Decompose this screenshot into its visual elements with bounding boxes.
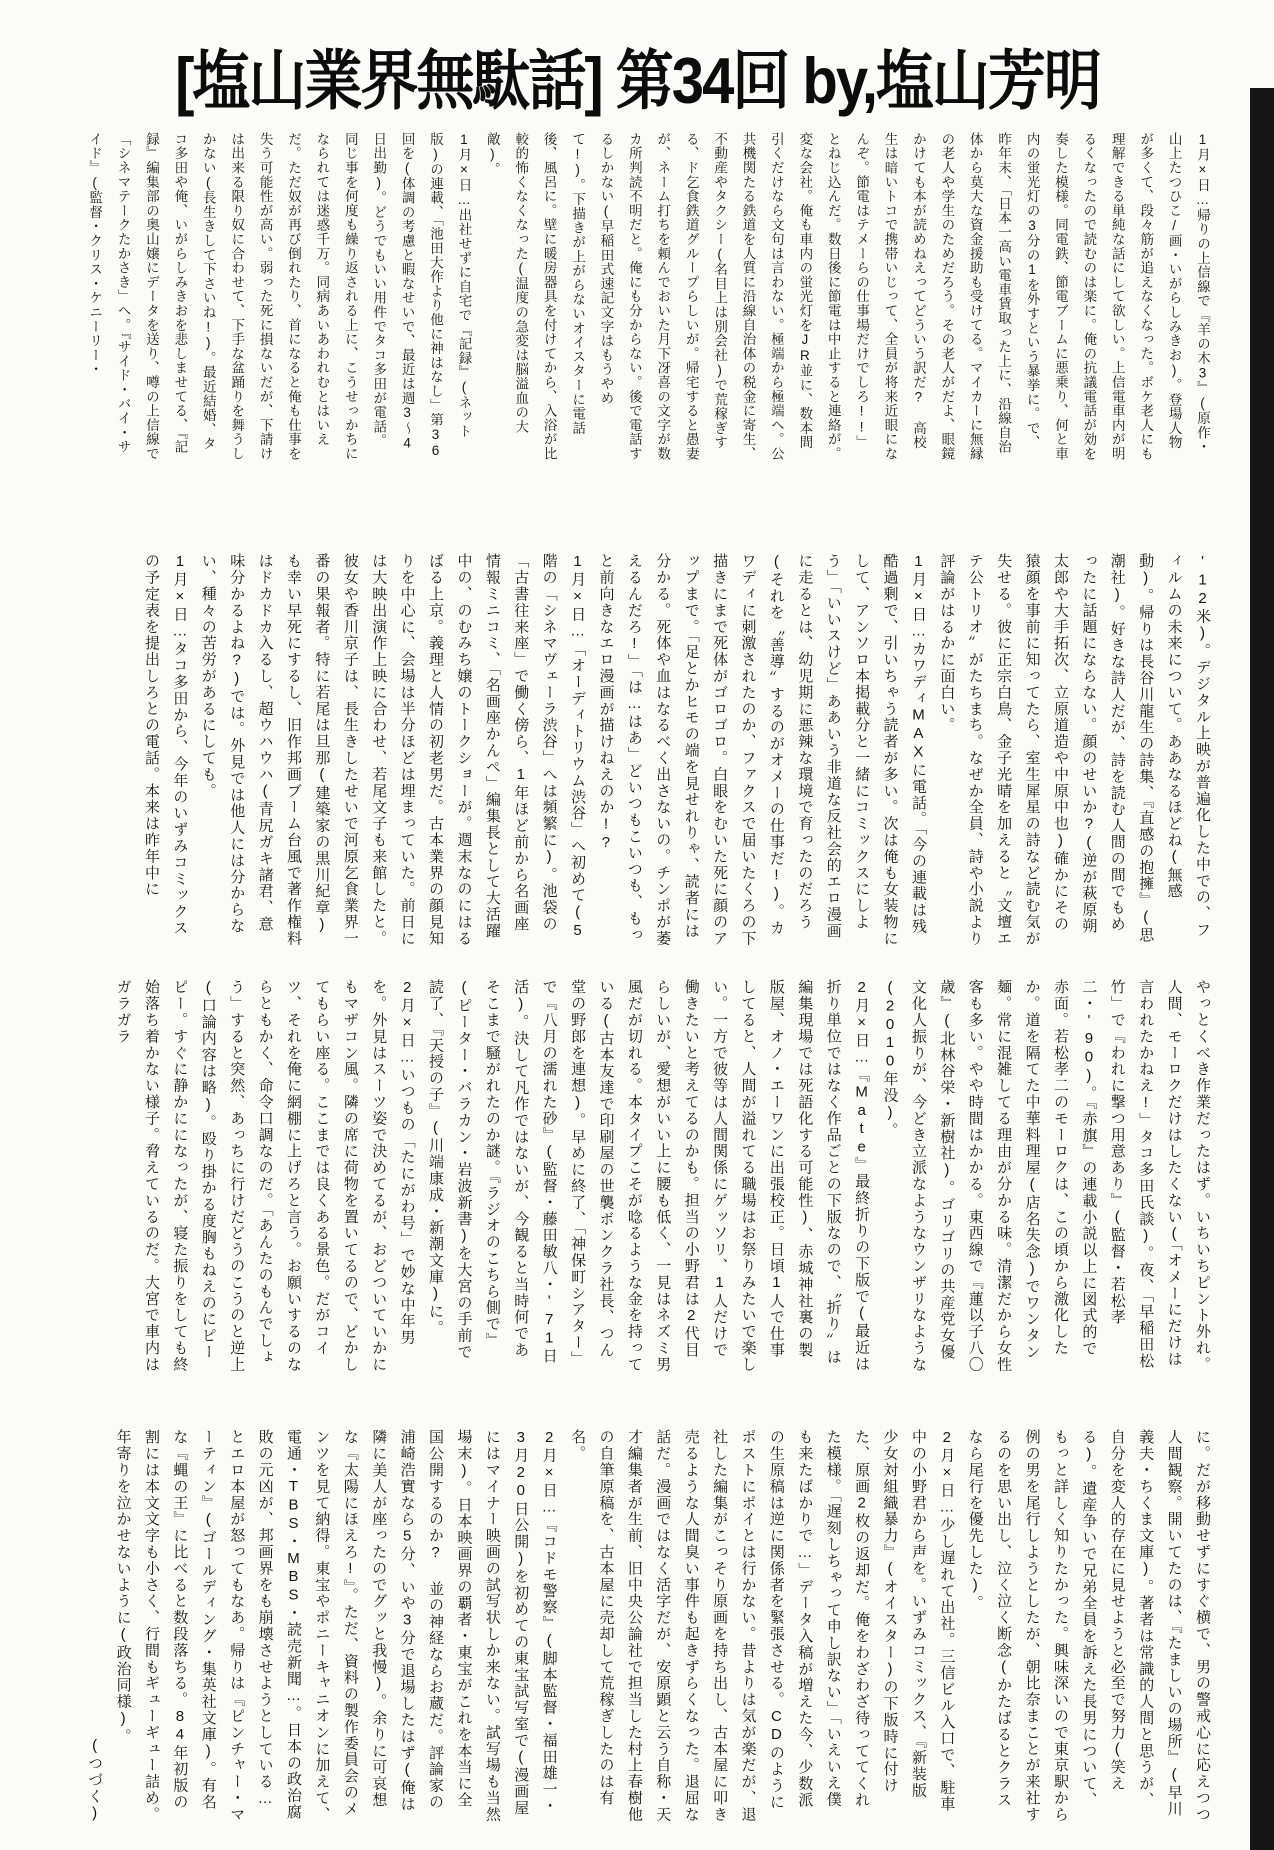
scan-edge-black-strip — [1250, 88, 1274, 1850]
diary-entry: 1月×日…出社せずに自宅で『記録』(ネット版)の連載、「池田大作より他に神はなし」第36回を(体調の考慮と暇なせいで、最近は週3〜4日出勤)。どうでもいい用件でタコ多田が電話。同じ事を何度も繰り返される上に、こうせっかちになられては迷惑千万。同病あいあわれむとはいえだ。ただ奴が再び倒れたり、首になると俺も仕事を失う可能性が高い。弱った死に損ないだが、下請けは出来る限り奴に合わせて、下手な盆踊りを舞うしかない(長生きして下さいね!)。最近結婚、タコ多田や俺、いがらしみきおを悲しませてる、『記録』編集部の奥山嬢にデータを送り、噂の上信線で「シネマテークたかさき」へ。『サイド・バイ・サイド』(監督・クリス・ケニーリー・ — [87, 132, 472, 461]
diary-entry: に。だが移動せずにすぐ横で、男の警戒心に応えつつ人間観察。開いてたのは、『たましいの場所』(早川義夫・ちくま文庫)。著者は常識的人間と思うが、自分を変人的存在に見せようと必至で努力(笑える)。遺産争いで兄弟全員を訴えた長男について、もっと詳しく知りたかった。興味深いので東京駅から例の男を尾行しようとしたが、朝比奈まことが来社するのを思い出し、泣く泣く断念(かたばるとクラスなら尾行を優先した)。 — [966, 1429, 1211, 1823]
diary-entry: やっとくべき作業だったはず。いちいちピント外れ。人間、モーロクだけはしたくない(「オメーにだけは言われたかねえ!」タコ多田氏談)。夜、「早稲田松竹」で『われに撃つ用意あり』(監督・若松孝二・'90)。『赤旗』の連載小説以上に図式的で赤面。若松孝二のモーロクは、この頃から激化したか。道を隔てた中華料理屋(店名失念)でワンタン麺。常に混雑してる理由が分かる味。清潔だから女性客も多い。やや時間はかかる。東西線で『蓮以子八〇歳』(北林谷栄・新樹社)。ゴリゴリの共産党女優文化人振りが、今どき立派なようなウンザリなような(2010年没)。 — [881, 979, 1211, 1373]
column-title: [塩山業界無駄話] 第34回 by,塩山芳明 — [175, 44, 1100, 118]
text-band-2 — [78, 553, 1216, 947]
diary-entry: 2月×日…『Mate』最終折りの下版で(最近は折り単位ではなく作品ごとの下版なので、〝折り〟は編集現場では死語化する可能性)、赤城神社裏の製版屋、オノ・エーワンに出張校正。日頃1人で仕事してると、人間が溢れてる職場はお祭りみたいで楽しい。一方で彼等は人間関係にゲッソリ、1人だけで働きたいと考えてるのかも。担当の小野君は2代目らしいが、愛想がいい上に腰も低く、一見はネズミ男風だが切れる。本タイプこそが唸るような金を持っている(古本友達で印刷屋の世襲ボンクラ社長、つん堂の野郎を連想)。早めに終了、「神保町シアター」で『八月の濡れた砂』(監督・藤田敏八・'71日活)。決して凡作ではないが、今観ると当時何であそこまで騒がれたのか謎。『ラジオのこちら側で』(ピーター・バラカン・岩波新書)を大宮の手前で読了、『天授の子』(川端康成・新潮文庫)に。 — [427, 979, 871, 1373]
diary-entry: 2月×日…『コドモ警察』(脚本監督・福田雄一・3月20日公開)を初めての東宝試写室で(漫画屋にはマイナー映画の試写状しか来ない。試写場も当然場末)。日本映画界の覇者・東宝がこれを本当に全国公開するのか? 並の神経ならお蔵だ。評論家の浦崎浩實なら5分、いや3分で退場したはず(俺は隣に美人が座ったのでグッと我慢)。余りに可哀想な『太陽にほえろ!』。ただ、資料の製作委員会のメンツを見て納得。東宝やポニーキャニオンに加えて、電通・TBS・MBS・読売新聞…。日本の政治腐敗の元凶が、邦画界をも崩壊させようとしている…とエロ本屋が怒ってもなあ。帰りは『ピンチャー・マーティン』(ゴールディング・集英社文庫)。有名な『蝿の王』に比べると数段落ちる。84年初版の割には本文文字も小さく、行間もギューギュー詰め。年寄りを泣かせないように(政治同様)。 — [114, 1429, 558, 1823]
to-be-continued-mark: (つづく) — [86, 1737, 104, 1823]
text-band-1 — [78, 132, 1216, 462]
text-band-4 — [78, 1429, 1216, 1823]
diary-entry: 1月×日…カワディMAXに電話。「今の連載は残酷過剰で、引いちゃう読者が多い。次は俺も女装物にして、アンソロ本掲載分と一緒にコミックスにしよう」「いいスけど」ああいう非道な反社会的エロ漫画に走るとは、幼児期に悪辣な環境で育ったのだろう(それを〝善導〟するのがオメーの仕事だ!)。カワディに刺激されたのか、ファクスで届いたくろの下描きにまで死体がゴロゴロ。白眼をむいた死に顔のアップまで。「足とかヒモの端を見せれりゃ、読者には分かる。死体や血はなるべく出さないの。チンポが萎えるんだろ!」「は…はあ」どいつもこいつも、もっと前向きなエロ漫画が描けねえのか!? — [597, 553, 927, 947]
diary-entry: 1月×日…帰りの上信線で『羊の木3』(原作・山上たつひこ/画・いがらしみきお)。登場人物が多くて、段々筋が追えなくなった。ボケ老人にも理解できる単純な話にして欲しい。上信電車内が明るくなったので読むのは楽に。俺の抗議電話が効を奏した模様。同電鉄、節電ブームに悪乗り、何と車内の蛍光灯の3分の1を外すという暴挙に。で、昨年末、「日本一高い電車賃取った上に、沿線自治体から莫大な資金援助も受けてる。マイカーに無縁の老人や学生のためだろう。その老人がだよ、眼鏡かけても本が読めねえってどういう訳だ? 高校生は暗いトコで携帯いじって、全員が将来近眼になんぞ。節電はテメーらの仕事場だけでしろ!!」とねじ込んだ。数日後に節電は中止すると連絡が。変な会社。俺も車内の蛍光灯をJR並に、数本間引くだけなら文句は言わない。極端から極端へ。公共機関たる鉄道を人質に沿線自治体の税金に寄生、不動産やタクシー(名目上は別会社)で荒稼ぎする、ド乞食鉄道グループらしいが。帰宅すると愚妻が、ネーム打ちを頼んでおいた月下冴喜の文字が数カ所判読不明だと。俺にも分からない。後で電話するしかない(早稲田式速記文字はもうやめて!)。下描きが上がらないオイスターに電話後、風呂に。壁に暖房器具を付けてから、入浴が比較的怖くなくなった(温度の急変は脳溢血の大敵)。 — [484, 132, 1210, 461]
diary-entry: '12米)。デジタル上映が普遍化した中での、フィルムの未来について。ああなるほどね(無感動)。帰りは長谷川龍生の詩集、『直感の抱擁』(思潮社)。好きな詩人だが、詩を読む人間の間でもめったに話題にならない。顔のせいか?(逆が萩原朔太郎や大手拓次、立原道造や中原中也)確かにその猿顔を事前に知ってたら、室生犀星の詩など読む気が失せる。彼に正宗白鳥、金子光晴を加えると〝文壇エテ公トリオ〟がたちまち。なぜか全員、詩や小説より評論がはるかに面白い。 — [938, 553, 1211, 947]
diary-entry: 1月×日…タコ多田から、今年のいずみコミックスの予定表を提出しろとの電話。本来は昨年中に — [142, 553, 189, 937]
text-band-3 — [78, 979, 1216, 1373]
diary-entry: 2月×日…いつもの「たにがわ号」で妙な中年男を。外見はスーツ姿で決めてるが、おどついていかにもマザコン風。隣の席に荷物を置いてるので、どかしてもらい座る。ここまでは良くある景色。だがコイツ、それを俺に網棚に上げろと言う。お願いするのならともかく、命令口調なのだ。「あんたのもんでしょう」すると突然、あっちに行けだどうのこうのと逆上(口論内容は略)。殴り掛かる度胸もねえのにピーピー。すぐに静かにになったが、寝た振りをしても終始落ち着かない様子。脅えているのだ。大宮で車内はガラガラ — [114, 979, 416, 1373]
diary-entry: 1月×日…「オーディトリウム渋谷」へ初めて(5階の「シネマヴェーラ渋谷」へは頻繁に)。池袋の「古書往来座」で働く傍ら、1年ほど前から名画座情報ミニコミ、「名画座かんぺ」編集長として大活躍中の、のむみち嬢のトークショーが。週末なのにはるばる上京。義理と人情の初老男だ。古本業界の顔見知りを中心に、会場は半分ほどは埋まっていた。前日には大映出演作上映に合わせ、若尾文子も来館したと。彼女や香川京子は、長生きしたせいで河原乞食業界一番の果報者。特に若尾は旦那(建築家の黒川紀章)も幸い早死にするし、旧作邦画ブーム台風で著作権料はドカドカ入るし、超ウハウハ(青尻ガキ諸君、意味分かるよね?)では。外見では他人には分からない、種々の苦労があるにしても。 — [199, 553, 587, 947]
diary-entry: 2月×日…少し遅れて出社。三信ビル入口で、駐車中の小野君から声を。いずみコミックス、『新装版 少女対組織暴力』(オイスター)の下版時に付けた、原画2枚の返却だ。俺をわざわざ待っててくれた模様。「遅刻しちゃって申し訳ない」「いえいえ僕も来たばかりで…」データ入稿が増えた今、少数派の生原稿は逆に関係者を緊張させる。CDのようにポストにポイとは行かない。昔よりは気が楽だが、退社した編集がこっそり原画を持ち出し、古本屋に叩き売るような人間臭い事件も起きずらくなった。退屈な話だ。漫画ではなく活字だが、安原顕と云う自称・天才編集者が生前、旧中央公論社で担当した村上春樹他の自筆原稿を、古本屋に売却して荒稼ぎしたのは有名。 — [569, 1429, 956, 1823]
